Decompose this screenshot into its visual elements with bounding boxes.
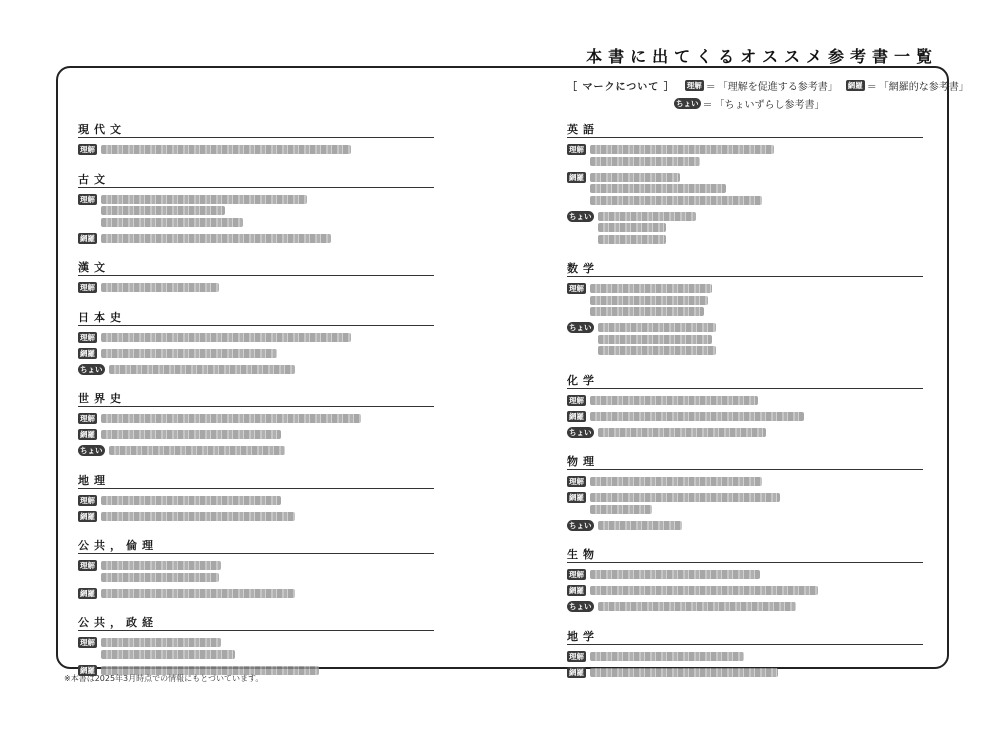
mark-badge-icon: ちょい [569,602,592,611]
blurred-book-title [101,512,295,521]
book-title-lines [590,282,712,319]
page-title: 本書に出てくるオススメ参考書一覧 [586,47,938,66]
legend-text-mora: 「網羅的な参考書」 [878,81,969,93]
subject-heading: 公共，倫理 [78,537,434,554]
book-entry [78,232,434,246]
mark-badge-icon: 理解 [80,145,95,154]
mark-badge-icon: 網羅 [80,588,95,598]
blurred-book-title [590,412,804,421]
book-title-lines [590,143,774,168]
book-entry [567,143,923,168]
blurred-book-title [101,496,281,505]
blurred-book-title [590,296,708,305]
subject-section [78,309,434,377]
book-entry [567,568,923,582]
blurred-book-title [109,365,295,374]
book-entry [567,210,923,247]
book-title-lines [101,587,295,601]
book-title-lines [590,568,760,582]
book-entry [567,475,923,489]
book-entry [78,428,434,442]
mark-badge-icon: ちょい [569,520,592,530]
blurred-book-title [590,652,744,661]
subject-section [567,628,923,680]
blurred-book-title [590,586,818,595]
blurred-book-title [598,521,682,530]
legend-row-2 [567,95,977,111]
left-column [78,121,434,691]
blurred-book-title [598,346,716,355]
subject-heading: 地学 [567,628,923,645]
book-title-lines [101,428,281,442]
subject-section [567,453,923,532]
blurred-book-title [101,589,295,598]
legend-heading: ［ マークについて ］ [567,81,675,93]
book-entry [78,331,434,345]
mark-badge-icon: 理解 [569,395,584,405]
mark-badge-icon: 網羅 [569,493,584,502]
mark-badge-icon: 理解 [569,651,584,661]
blurred-book-title [101,234,331,243]
book-entry [567,650,923,664]
book-title-lines [598,519,682,533]
blurred-book-title [590,173,680,182]
legend-text-rikai: 「理解を促進する参考書」 [717,81,838,93]
subject-section [567,121,923,246]
blurred-book-title [590,157,700,166]
legend-item-choi [674,96,825,111]
book-entry [78,363,434,377]
legend-row-1 [567,77,977,93]
mark-badge-icon: ちょい [80,364,103,374]
blurred-book-title [101,414,361,423]
subject-heading: 英語 [567,121,923,138]
legend-text-choi: 「ちょいずらし参考書」 [714,99,825,111]
book-title-lines [101,510,295,524]
mora-badge-icon: 網羅 [847,80,863,90]
subject-heading: 漢文 [78,259,434,276]
blurred-book-title [590,493,780,502]
blurred-book-title [101,206,225,215]
blurred-book-title [598,235,666,244]
blurred-book-title [590,505,652,514]
mark-badge-icon: 理解 [569,284,584,293]
book-title-lines [101,281,219,295]
book-entry [78,559,434,584]
subject-heading: 公共，政経 [78,614,434,631]
book-title-lines [101,559,221,584]
mark-badge-icon: 網羅 [569,411,584,421]
legend-equals: ＝ [702,99,713,111]
subject-section [78,614,434,677]
book-title-lines [101,232,331,246]
book-entry [78,494,434,508]
book-entry [567,282,923,319]
mark-badge-icon: ちょい [569,427,592,437]
subject-heading: 現代文 [78,121,434,138]
subject-heading: 化学 [567,372,923,389]
blurred-book-title [101,561,221,570]
mark-badge-icon: 網羅 [80,430,95,439]
book-entry [567,491,923,516]
mark-badge-icon: 理解 [569,145,584,154]
mark-badge-icon: 網羅 [80,348,95,358]
mark-badge-icon: 理解 [80,638,95,647]
book-entry [78,412,434,426]
subject-heading: 古文 [78,171,434,188]
book-entry [78,193,434,230]
blurred-book-title [590,196,762,205]
blurred-book-title [101,430,281,439]
book-title-lines [109,444,285,458]
book-entry [78,444,434,458]
book-entry [78,510,434,524]
subject-section [78,390,434,458]
book-title-lines [598,426,766,440]
blurred-book-title [590,396,758,405]
subject-heading: 地理 [78,472,434,489]
book-title-lines [590,666,778,680]
blurred-book-title [101,349,277,358]
blurred-book-title [590,184,726,193]
mark-badge-icon: 網羅 [569,586,584,595]
book-title-lines [101,193,307,230]
blurred-book-title [101,333,351,342]
blurred-book-title [590,570,760,579]
book-entry [567,410,923,424]
mark-badge-icon: 網羅 [80,511,95,521]
blurred-book-title [590,284,712,293]
book-entry [78,347,434,361]
right-column [567,121,923,693]
mark-badge-icon: 理解 [569,570,584,579]
mark-legend [567,77,977,111]
mark-badge-icon: 網羅 [80,665,95,675]
book-entry [567,519,923,533]
blurred-book-title [590,145,774,154]
book-title-lines [590,491,780,516]
mark-badge-icon: 理解 [80,495,95,505]
legend-equals: ＝ [866,81,877,93]
blurred-book-title [101,195,307,204]
subject-heading: 数学 [567,260,923,277]
blurred-book-title [590,477,762,486]
blurred-book-title [590,307,704,316]
mark-badge-icon: 理解 [569,477,584,486]
subject-section [78,537,434,600]
choi-badge-icon: ちょい [676,98,699,108]
subject-section [78,171,434,246]
book-title-lines [101,412,361,426]
blurred-book-title [101,218,243,227]
legend-item-rikai [685,78,838,93]
subject-section [567,372,923,440]
book-title-lines [598,321,716,358]
blurred-book-title [598,323,716,332]
subject-section [78,121,434,157]
mark-badge-icon: 理解 [80,283,95,292]
mark-badge-icon: 理解 [80,194,95,204]
book-title-lines [590,171,762,208]
mark-badge-icon: 理解 [80,332,95,342]
mark-badge-icon: 網羅 [80,233,95,243]
book-entry [567,600,923,614]
mark-badge-icon: ちょい [569,211,592,221]
subject-section [567,260,923,358]
subject-heading: 生物 [567,546,923,563]
book-title-lines [590,650,744,664]
book-entry [567,321,923,358]
book-entry [78,587,434,601]
book-title-lines [590,475,762,489]
book-title-lines [598,210,696,247]
subject-heading: 物理 [567,453,923,470]
blurred-book-title [598,223,666,232]
mark-badge-icon: ちょい [80,446,103,455]
blurred-book-title [101,573,219,582]
blurred-book-title [598,428,766,437]
subject-heading: 日本史 [78,309,434,326]
blurred-book-title [598,212,696,221]
blurred-book-title [598,602,796,611]
mark-badge-icon: ちょい [569,323,592,332]
book-entry [567,584,923,598]
book-title-lines [598,600,796,614]
book-title-lines [109,363,295,377]
mark-badge-icon: 網羅 [569,667,584,677]
book-entry [567,426,923,440]
mark-badge-icon: 理解 [80,414,95,423]
subject-heading: 世界史 [78,390,434,407]
legend-equals: ＝ [705,81,716,93]
blurred-book-title [101,638,221,647]
legend-item-mora [846,78,969,93]
blurred-book-title [101,145,351,154]
mark-badge-icon: 理解 [80,561,95,570]
book-title-lines [590,394,758,408]
blurred-book-title [590,668,778,677]
subject-section [567,546,923,614]
mark-badge-icon: 網羅 [569,172,584,182]
blurred-book-title [598,335,712,344]
book-title-lines [101,636,235,661]
book-entry [567,666,923,680]
rikai-badge-icon: 理解 [686,80,702,90]
book-title-lines [590,584,818,598]
book-entry [78,636,434,661]
book-title-lines [101,331,351,345]
book-entry [78,143,434,157]
subject-section [78,259,434,295]
book-title-lines [101,494,281,508]
book-entry [567,394,923,408]
book-title-lines [590,410,804,424]
blurred-book-title [101,650,235,659]
book-title-lines [101,143,351,157]
blurred-book-title [109,446,285,455]
book-title-lines [101,347,277,361]
footnote: ※本書は2025年3月時点での情報にもとづいています。 [64,674,264,683]
blurred-book-title [101,283,219,292]
book-entry [567,171,923,208]
subject-section [78,472,434,524]
book-entry [78,281,434,295]
